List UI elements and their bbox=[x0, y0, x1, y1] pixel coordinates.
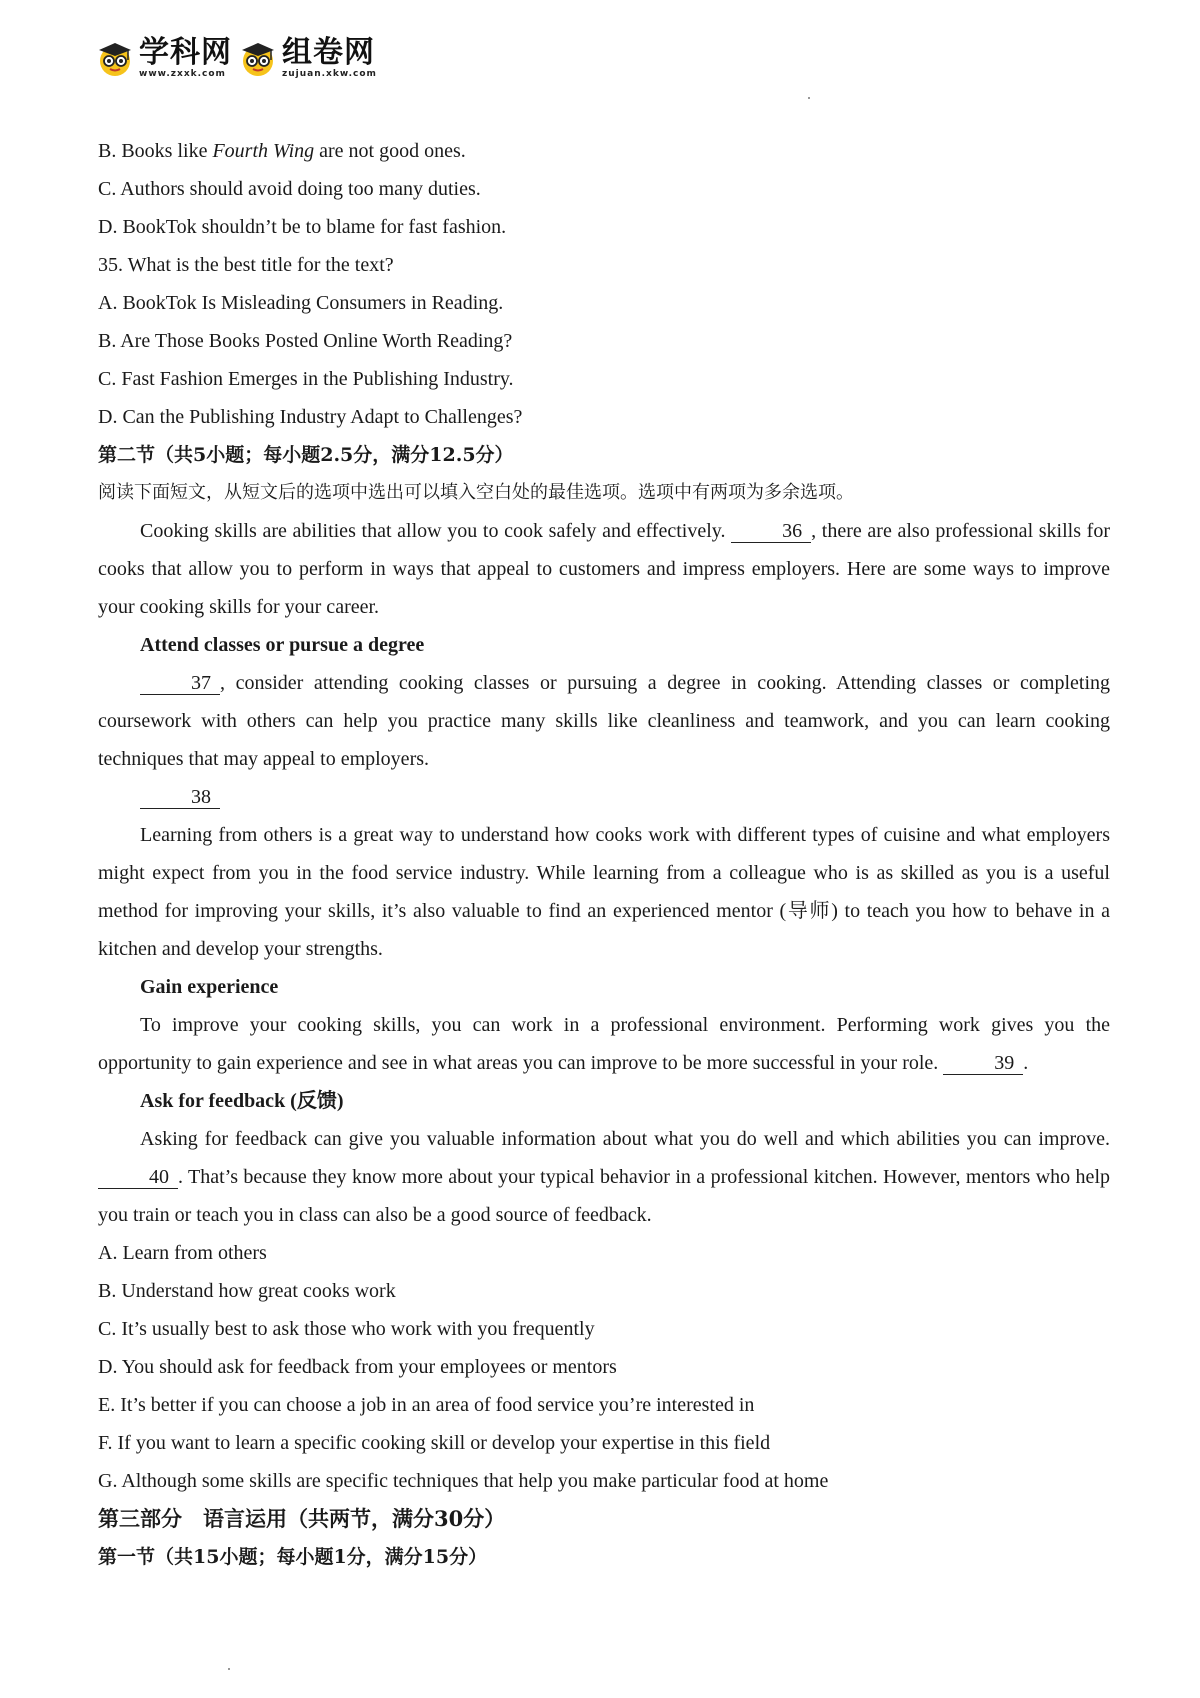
speck bbox=[228, 1668, 230, 1670]
subheading-blank-38 bbox=[98, 778, 1110, 816]
q35-stem: 35. What is the best title for the text? bbox=[98, 254, 394, 276]
choice-a: A. Learn from others bbox=[98, 1242, 267, 1264]
passage-paragraph-2: 37 , consider attending cooking classes or pursuing a degree in cooking. Attending classes or completing coursework with others can help you practice many skills like cleanliness and teamwork, and you can learn cooking techniques that may appeal to employers. bbox=[98, 672, 1110, 770]
part3-section1-title: 第一节（共15小题；每小题1分，满分15分） bbox=[98, 1546, 488, 1568]
zujuan-logo[interactable] bbox=[238, 34, 377, 79]
passage-paragraph-5: Asking for feedback can give you valuable information about what you do well and which abilities you can improve. 40 . That’s because they know more about your typical behavior in a professional kitchen. However, mentors who help you train or teach you in class can also be a good source of feedback. bbox=[98, 1128, 1110, 1226]
section2-instruction: 阅读下面短文，从短文后的选项中选出可以填入空白处的最佳选项。选项中有两项为多余选项。 bbox=[98, 482, 854, 503]
logo2-url: zujuan.xkw.com bbox=[282, 68, 377, 79]
passage-paragraph-3: Learning from others is a great way to understand how cooks work with different types of cuisine and what employers might expect from you in the food service industry. While learning from a colleague who is as skilled as you is a useful method for improving your skills, it’s also valuable to find an experienced mentor (导师) to teach you how to behave in a kitchen and develop your strengths. bbox=[98, 824, 1110, 960]
mascot-icon bbox=[238, 38, 278, 78]
logo1-name: 学科网 bbox=[139, 34, 232, 70]
blank-39[interactable]: 39 bbox=[943, 1052, 1023, 1075]
blank-40[interactable]: 40 bbox=[98, 1166, 178, 1189]
section2-title: 第二节（共5小题；每小题2.5分，满分12.5分） bbox=[98, 444, 514, 466]
mascot-icon bbox=[95, 38, 135, 78]
passage-paragraph-4: To improve your cooking skills, you can work in a professional environment. Performing work gives you the opportunity to gain experience and see in what areas you can improve to be more successful in your role. 39 . bbox=[98, 1014, 1110, 1074]
q34-option-d: D. BookTok shouldn’t be to blame for fast fashion. bbox=[98, 216, 507, 238]
q35-option-c: C. Fast Fashion Emerges in the Publishing Industry. bbox=[98, 368, 514, 390]
subheading-attend-classes: Attend classes or pursue a degree bbox=[140, 634, 425, 656]
blank-38[interactable]: 38 bbox=[140, 786, 220, 809]
choice-d: D. You should ask for feedback from your employees or mentors bbox=[98, 1356, 617, 1378]
header-logos bbox=[95, 32, 377, 84]
passage-paragraph-1: Cooking skills are abilities that allow you to cook safely and effectively. 36 , there are also professional skills for cooks that allow you to perform in ways that appeal to customers and impress employers. Here are some ways to improve your cooking skills for your career. bbox=[98, 520, 1110, 618]
zxxk-logo[interactable] bbox=[95, 34, 232, 79]
subheading-ask-feedback: Ask for feedback (反馈) bbox=[140, 1090, 344, 1112]
logo2-name: 组卷网 bbox=[282, 34, 375, 70]
book-title: Fourth Wing bbox=[212, 140, 315, 162]
subheading-gain-experience: Gain experience bbox=[140, 976, 279, 998]
part3-title: 第三部分 语言运用（共两节，满分30分） bbox=[98, 1506, 506, 1531]
q35-option-d: D. Can the Publishing Industry Adapt to Challenges? bbox=[98, 406, 523, 428]
blank-37[interactable]: 37 bbox=[140, 672, 220, 695]
choice-e: E. It’s better if you can choose a job in an area of food service you’re interested in bbox=[98, 1394, 755, 1416]
q34-option-b: B. Books like Fourth Wing are not good ones. bbox=[98, 140, 466, 162]
q35-option-b: B. Are Those Books Posted Online Worth Reading? bbox=[98, 330, 513, 352]
choice-g: G. Although some skills are specific techniques that help you make particular food at home bbox=[98, 1470, 829, 1492]
speck bbox=[808, 97, 810, 99]
choice-c: C. It’s usually best to ask those who work with you frequently bbox=[98, 1318, 595, 1340]
q34-option-c: C. Authors should avoid doing too many duties. bbox=[98, 178, 481, 200]
q35-option-a: A. BookTok Is Misleading Consumers in Reading. bbox=[98, 292, 504, 314]
choice-f: F. If you want to learn a specific cooking skill or develop your expertise in this field bbox=[98, 1432, 771, 1454]
blank-36[interactable]: 36 bbox=[731, 520, 811, 543]
logo1-url: www.zxxk.com bbox=[139, 68, 226, 79]
page-content bbox=[98, 132, 1110, 1576]
choice-b: B. Understand how great cooks work bbox=[98, 1280, 396, 1302]
